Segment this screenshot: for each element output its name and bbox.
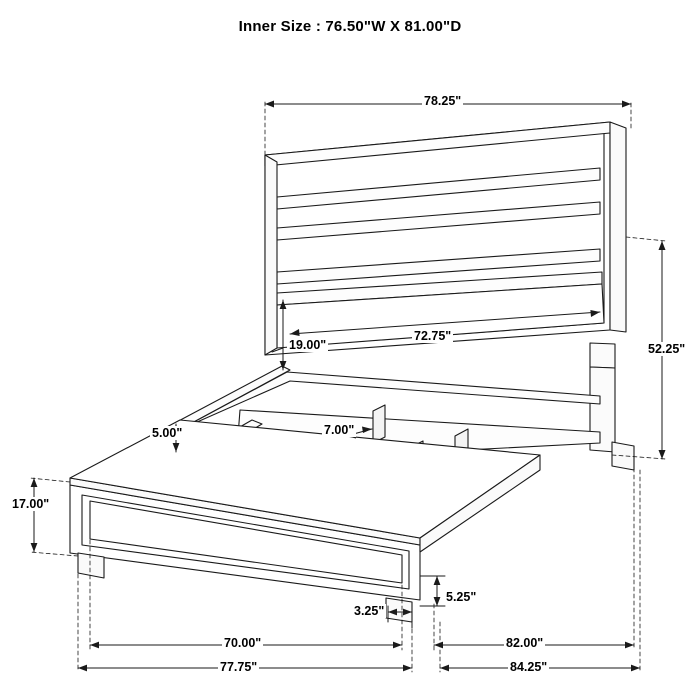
dim-label-footboard-leg-clearance: 3.25" [354,604,385,618]
dim-label-headboard-width: 78.25" [424,94,462,108]
dim-label-side-rail-height: 5.00" [152,426,183,440]
dim-label-footboard-base-height: 5.25" [446,590,477,604]
dim-label-footboard-inner-width: 70.00" [224,636,262,650]
dim-label-slat-width: 7.00" [324,423,355,437]
headboard-group [265,122,626,355]
dim-label-slat-riser-height: 19.00" [289,338,327,352]
dim-label-bed-outer-depth: 84.25" [510,660,548,674]
page-title: Inner Size : 76.50"W X 81.00"D [238,18,462,35]
dim-label-inner-width: 72.75" [414,329,452,343]
dim-label-footboard-outer-width: 77.75" [220,660,258,674]
dim-label-bed-inner-depth: 82.00" [506,636,544,650]
dim-label-footboard-height: 17.00" [12,497,50,511]
dim-label-headboard-height: 52.25" [648,342,686,356]
